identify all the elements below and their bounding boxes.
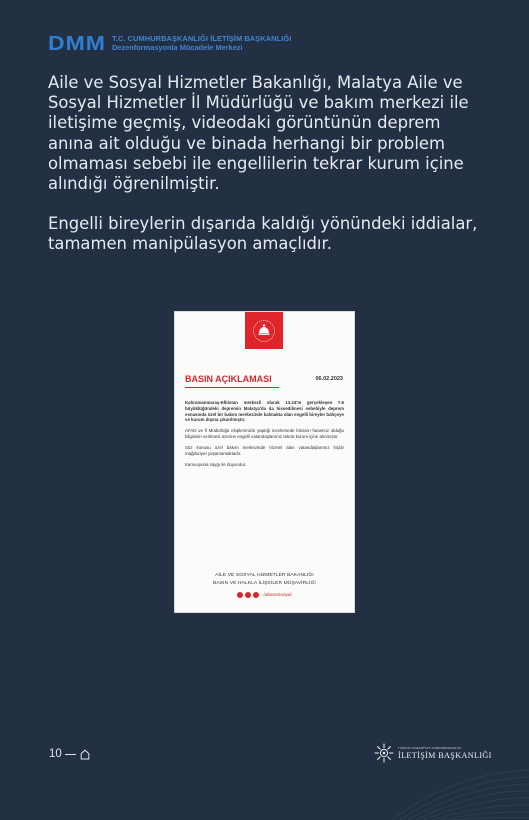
footer-org-small: TÜRKİYE CUMHURİYETİ CUMHURBAŞKANLIĞI [398,746,462,750]
press-title-row [185,374,344,386]
footer-org-big: İLETİŞİM BAŞKANLIĞI [398,750,492,760]
ministry-logo [245,312,283,349]
dmm-logo: DMM [48,31,106,55]
home-icon [80,749,90,760]
press-release-image [175,312,354,612]
facebook-icon [237,592,243,598]
press-title-underline [185,387,279,388]
page-number [49,748,90,760]
instagram-icon [245,592,251,598]
header-org-line1: T.C. CUMHURBAŞKANLIĞI İLETİŞİM BAŞKANLIĞI [111,34,292,43]
press-text [185,400,344,473]
press-paragraph-4: Kamuoyuna saygı ile duyurulur. [185,462,247,468]
iletisim-emblem-icon [374,743,394,763]
press-footer-line2: BASIN VE HALKLA İLİŞKİLER MÜŞAVİRLİĞİ [213,580,316,586]
ministry-emblem-icon [251,318,277,344]
press-title: BASIN AÇIKLAMASI [185,374,272,384]
press-paragraph-1: Kahramanmaraş-Elbistan merkezli olarak 13.24'te gerçekleşen 7.6 büyüklüğündeki depremin Malatya'da da hissedilmesi sebebiyle deprem esnasında özel bir bakım merkezinde kalmakta olan engelli bireyler bahçeye ve kurum dışına çıkarılmıştır. [185,400,344,423]
article-body [48,73,488,255]
page-number-value: 10 [49,748,62,760]
footer-logo-text [398,747,492,760]
header-org-text [112,34,291,52]
article-paragraph-1: Aile ve Sosyal Hizmetler Bakanlığı, Malatya Aile ve Sosyal Hizmetler İl Müdürlüğü ve bakım merkezi ile iletişime geçmiş, videodaki görüntünün deprem anına ait olduğu ve binada herhangi bir problem olmaması sebebi ile engellilerin tekrar kurum içine alındığı öğrenilmiştir. [48,73,469,194]
footer-logo [374,743,492,763]
press-paragraph-2: AFAD ve İl Müdürlüğü ekiplerimizin yaptığı incelemede binanın hasarsız olduğu bilgisinin verilmesi üzerine engelli vatandaşlarımız tekrar kurum içine alınmıştır. [185,428,344,440]
header-org-line2: Dezenformasyonla Mücadele Merkezi [111,43,243,52]
dmm-header [48,33,291,53]
press-footer [175,572,354,587]
twitter-icon [253,592,259,598]
social-handle: /aileveSosyal [263,592,292,598]
press-paragraph-3: Söz konusu özel bakım merkezinde hizmet alan vatandaşlarımız hiçbir mağduriyet yaşamamaktadır. [185,445,344,457]
page-dash [65,754,76,755]
article-paragraph-2: Engelli bireylerin dışarıda kaldığı yönündeki iddialar, tamamen manipülasyon amaçlıdır. [48,214,478,254]
press-date: 06.02.2023 [315,376,343,382]
social-row [175,592,354,598]
press-footer-line1: AİLE VE SOSYAL HİZMETLER BAKANLIĞI [215,573,314,578]
